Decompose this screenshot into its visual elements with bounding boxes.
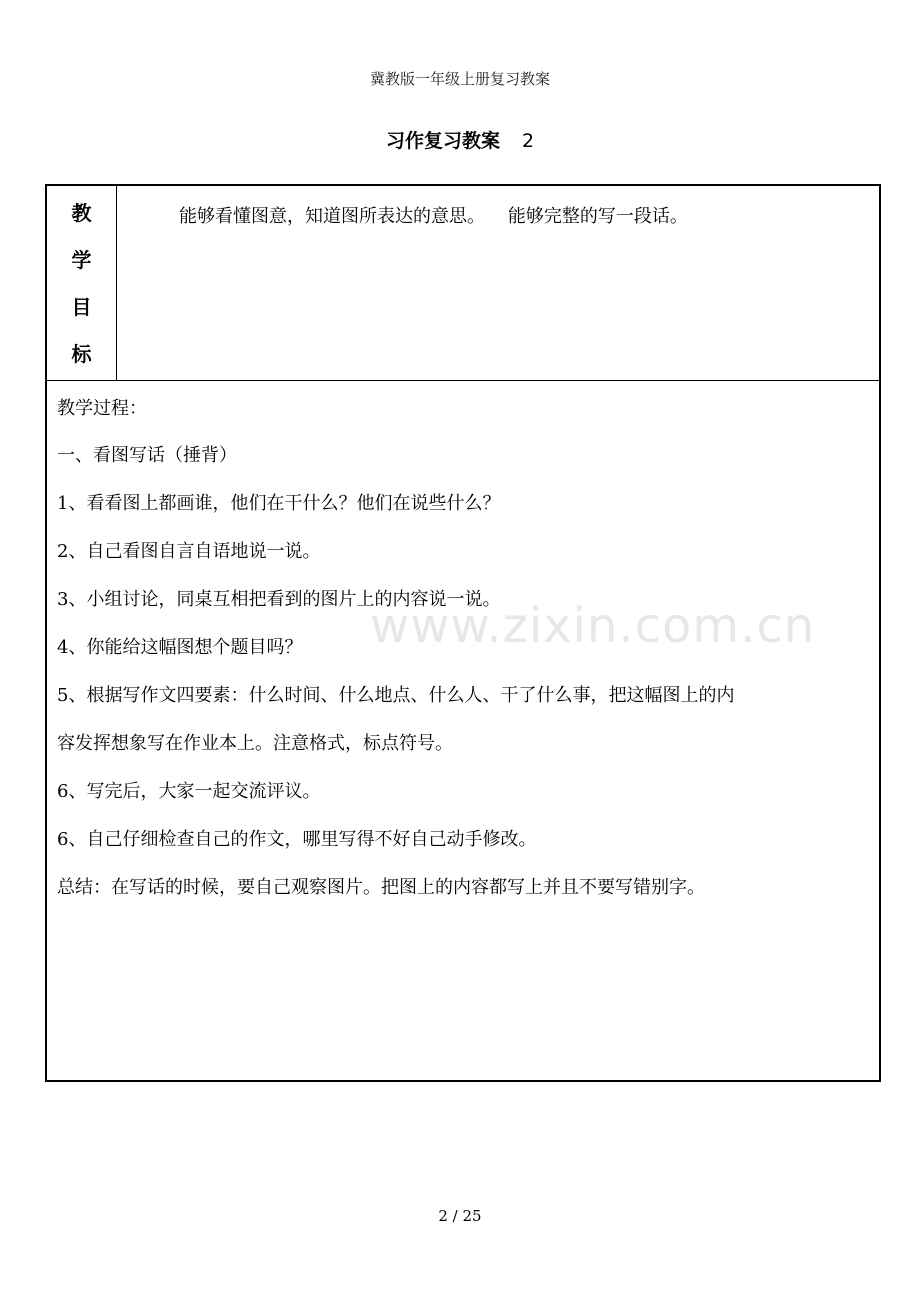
process-line: 一、看图写话（捶背） bbox=[57, 445, 237, 466]
page-indicator: 2 / 25 bbox=[438, 1207, 482, 1225]
document-title bbox=[0, 126, 920, 153]
process-line: 5、根据写作文四要素：什么时间、什么地点、什么人、干了什么事，把这幅图上的内 bbox=[57, 685, 735, 706]
watermark: www.zixin.com.cn bbox=[370, 598, 816, 654]
teaching-goal-text: 能够看懂图意，知道图所表达的意思。 能够完整的写一段话。 bbox=[179, 206, 688, 227]
process-line: 6、写完后，大家一起交流评议。 bbox=[57, 781, 321, 802]
process-line: 教学过程： bbox=[57, 398, 147, 419]
process-line: 3、小组讨论，同桌互相把看到的图片上的内容说一说。 bbox=[57, 589, 501, 610]
goal-label-char: 标 bbox=[71, 342, 92, 366]
process-line: 容发挥想象写在作业本上。注意格式，标点符号。 bbox=[57, 733, 453, 754]
process-line: 1、看看图上都画谁，他们在干什么？他们在说些什么？ bbox=[57, 493, 501, 514]
title-text: 习作复习教案 bbox=[385, 130, 500, 152]
process-line: 6、自己仔细检查自己的作文，哪里写得不好自己动手修改。 bbox=[57, 829, 537, 850]
process-line: 2、自己看图自言自语地说一说。 bbox=[57, 541, 321, 562]
title-number: 2 bbox=[521, 130, 535, 152]
process-line: 总结：在写话的时候，要自己观察图片。把图上的内容都写上并且不要写错别字。 bbox=[57, 877, 705, 898]
teaching-goal-row bbox=[47, 186, 879, 381]
goal-label-char: 学 bbox=[71, 248, 92, 272]
process-line: 4、你能给这幅图想个题目吗？ bbox=[57, 637, 303, 658]
goal-label-char: 目 bbox=[71, 295, 92, 319]
page-header: 冀教版一年级上册复习教案 bbox=[369, 70, 550, 88]
goal-label-char: 教 bbox=[71, 201, 92, 225]
teaching-goal-label bbox=[47, 186, 117, 380]
